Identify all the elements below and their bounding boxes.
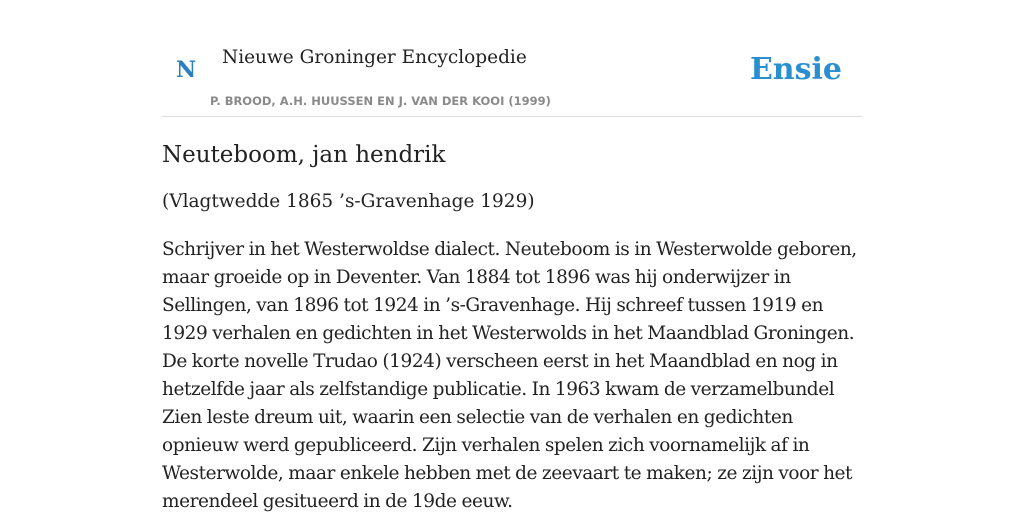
entry-title: Neuteboom, jan hendrik xyxy=(162,142,446,168)
book-authors: P. BROOD, A.H. HUUSSEN EN J. VAN DER KOOI (1999) xyxy=(210,94,551,108)
book-header xyxy=(162,0,862,117)
brand-logo[interactable]: Ensie xyxy=(749,52,842,87)
entry-body: Schrijver in het Westerwoldse dialect. Neuteboom is in Westerwolde geboren, maar groeide op in Deventer. Van 1884 tot 1896 was hij onderwijzer in Sellingen, van 1896 tot 1924 in ’s-Gravenhage. Hij schreef tussen 1919 en 1929 verhalen en gedichten in het Westerwolds in het Maandblad Groningen. De korte novelle Trudao (1924) verscheen eerst in het Maandblad en nog in hetzelfde jaar als zelfstandige publicatie. In 1963 kwam de verzamelbundel Zien leste dreum uit, waarin een selectie van de verhalen en gedichten opnieuw werd gepubliceerd. Zijn verhalen spelen zich voornamelijk af in Westerwolde, maar enkele hebben met de zeevaart te maken; ze zijn voor het merendeel gesitueerd in de 19de eeuw. xyxy=(162,239,857,512)
entry-subtitle: (Vlagtwedde 1865 ’s-Gravenhage 1929) xyxy=(162,191,535,212)
entry-content xyxy=(162,138,862,512)
book-logo[interactable]: N xyxy=(176,57,197,83)
book-title[interactable]: Nieuwe Groninger Encyclopedie xyxy=(222,47,527,68)
